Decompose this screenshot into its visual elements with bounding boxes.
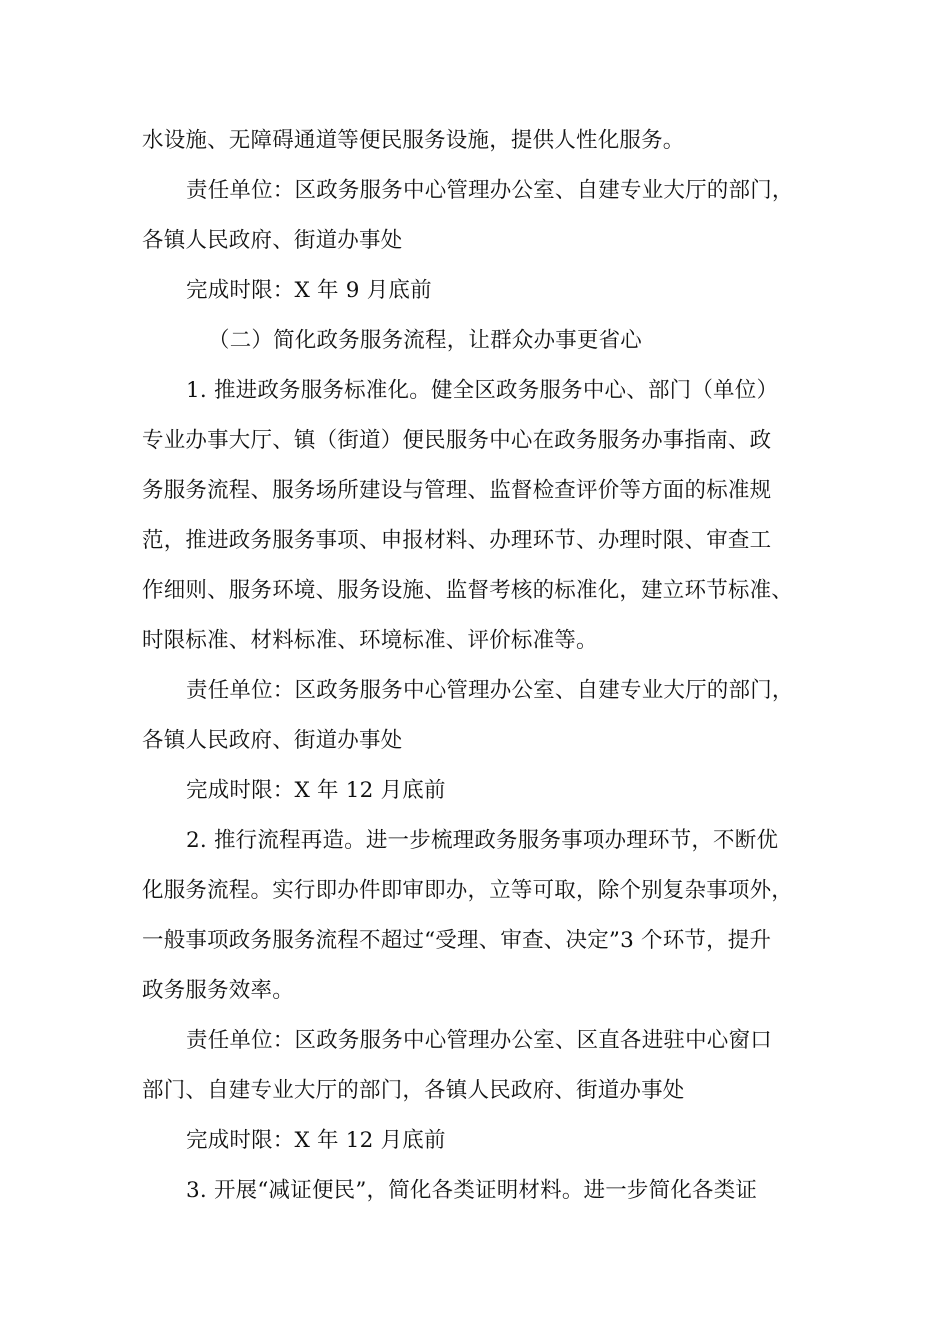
text-line: 化服务流程。实行即办件即审即办，立等可取，除个别复杂事项外， (142, 878, 794, 903)
text-line: 完成时限：X 年 12 月底前 (186, 1128, 446, 1153)
text-line: 部门、自建专业大厅的部门，各镇人民政府、街道办事处 (142, 1078, 685, 1103)
text-line: 完成时限：X 年 12 月底前 (186, 778, 446, 803)
text-line: 2. 推行流程再造。进一步梳理政务服务事项办理环节，不断优 (186, 828, 779, 853)
text-line: 各镇人民政府、街道办事处 (142, 728, 403, 753)
text-line: 一般事项政务服务流程不超过“受理、审查、决定”3 个环节，提升 (142, 928, 772, 953)
text-line: 责任单位：区政务服务中心管理办公室、自建专业大厅的部门， (186, 178, 794, 203)
text-line: 责任单位：区政务服务中心管理办公室、区直各进驻中心窗口 (186, 1028, 772, 1053)
text-line: 范，推进政务服务事项、申报材料、办理环节、办理时限、审查工 (142, 528, 772, 553)
text-line: 各镇人民政府、街道办事处 (142, 228, 403, 253)
text-line: 完成时限：X 年 9 月底前 (186, 278, 432, 303)
text-line: 水设施、无障碍通道等便民服务设施，提供人性化服务。 (142, 128, 685, 153)
text-line: 作细则、服务环境、服务设施、监督考核的标准化，建立环节标准、 (142, 578, 794, 603)
text-line: 务服务流程、服务场所建设与管理、监督检查评价等方面的标准规 (142, 478, 772, 503)
text-line: 政务服务效率。 (142, 978, 294, 1003)
text-line: 责任单位：区政务服务中心管理办公室、自建专业大厅的部门， (186, 678, 794, 703)
text-line: 时限标准、材料标准、环境标准、评价标准等。 (142, 628, 598, 653)
text-line: 1. 推进政务服务标准化。健全区政务服务中心、部门（单位） (186, 378, 779, 403)
text-line: 3. 开展“减证便民”，简化各类证明材料。进一步简化各类证 (186, 1178, 758, 1203)
text-line: 专业办事大厅、镇（街道）便民服务中心在政务服务办事指南、政 (142, 428, 772, 453)
section-heading: （二）简化政务服务流程，让群众办事更省心 (208, 328, 643, 353)
